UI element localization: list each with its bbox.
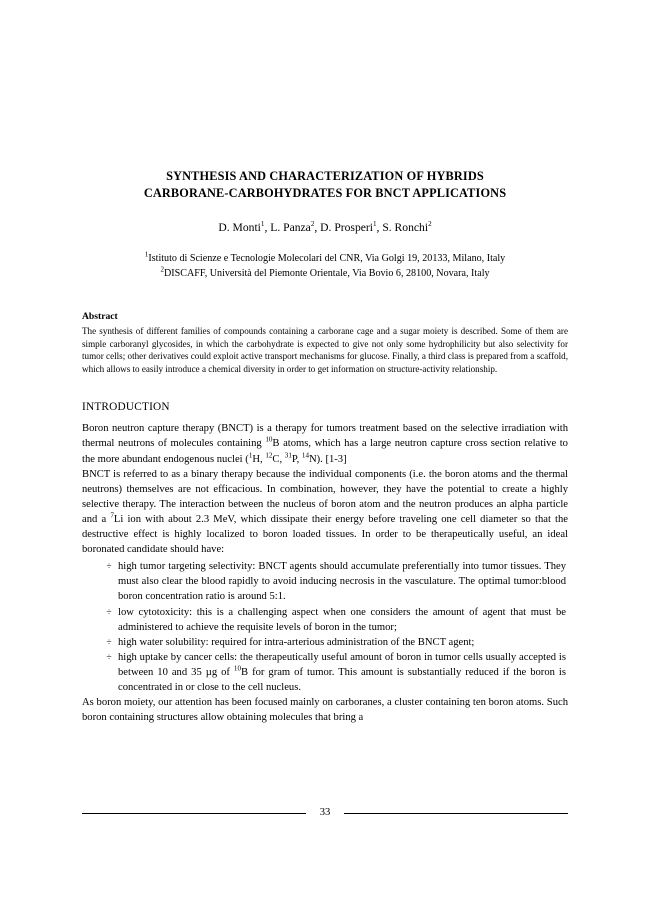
bullet-marker-icon: ÷ (106, 606, 112, 618)
list-item (82, 559, 568, 604)
isotope-12c: 12 (265, 451, 273, 460)
isotope-1h: 1 (248, 451, 253, 460)
paragraph-1-part-b: B atoms, which has a large neutron capture cross section relative to the more abundant endogenous nuclei ( (82, 438, 568, 465)
affiliation-1-marker: 1 (144, 250, 149, 259)
bullet-marker-icon: ÷ (106, 636, 112, 648)
isotope-10b: 10 (233, 664, 242, 673)
list-item-text (118, 650, 568, 695)
page-number: 33 (319, 807, 331, 818)
isotope-14n: 14 (301, 451, 309, 460)
list-item-text: low cytotoxicity: this is a challenging aspect when one considers the amount of agent that must be administered to achieve the requisite levels of boron in the tumor; (118, 606, 566, 633)
paragraph-1 (82, 421, 568, 466)
author-4: , S. Ronchi (376, 221, 429, 234)
affiliation-2 (82, 267, 568, 282)
paragraph-2 (82, 467, 568, 558)
abstract-heading: Abstract (82, 311, 118, 322)
paragraph-1-part-c: H, (252, 453, 266, 465)
list-item-text: high tumor targeting selectivity: BNCT agents should accumulate preferentially into tumor tissues. They must also clear the blood rapidly to avoid inducing necrosis in the vasculature. The optimal tumor:blood boron concentration ratio is around 5:1. (118, 561, 566, 603)
paragraph-1-part-d: C, (272, 453, 285, 465)
affiliation-1-text: Istituto di Scienze e Tecnologie Molecolari del CNR, Via Golgi 19, 20133, Milano, Italy (148, 253, 506, 264)
page-title (82, 168, 568, 202)
author-4-affil-marker: 2 (428, 220, 432, 229)
author-2-affil-marker: 2 (310, 220, 315, 229)
list-item (82, 650, 568, 695)
paragraph-3: As boron moiety, our attention has been focused mainly on carboranes, a cluster containing ten boron atoms. Such boron containing structures allow obtaining molecules that bring a (82, 697, 568, 724)
requirements-list (82, 559, 568, 695)
abstract-text: The synthesis of different families of compounds containing a carborane cage and a sugar moiety is described. Some of them are simple carboranyl glycosides, in which the carbohydrate is expected to give not only some hydrophilicity but also selectivity for tumor cells; other derivatives could exploit active transport mechanisms for glucose. Finally, a third class is prepared from a scaffold, which allows to easily introduce a chemical diversity in order to get information on structure-activity relationship. (82, 326, 568, 374)
title-line-2: CARBORANE-CARBOHYDRATES FOR BNCT APPLICATIONS (143, 186, 507, 200)
list-item (82, 635, 568, 650)
isotope-10b: 10 (265, 435, 273, 444)
footer-rule-right (344, 813, 568, 814)
author-3-affil-marker: 1 (372, 220, 377, 229)
author-list (82, 221, 568, 234)
list-item-4-text: high uptake by cancer cells: the therapeutically useful amount of boron in tumor cells usually accepted is between 10 and 35 µg of $^{10}$B for gram of tumor. This amount is substantially reduced if the boron is concentrated in or close to the cell nucleus. (118, 651, 566, 693)
list-item-text: high water solubility: required for intra-arterious administration of the BNCT agent; (118, 636, 475, 648)
affiliation-2-text: DISCAFF, Università del Piemonte Orientale, Via Bovio 6, 28100, Novara, Italy (163, 267, 490, 279)
isotope-7li: 7 (110, 511, 114, 520)
bullet-marker-icon: ÷ (106, 651, 112, 663)
affiliation-2-marker: 2 (160, 265, 164, 274)
footer-rule-left (82, 813, 306, 814)
isotope-31p: 31 (284, 451, 292, 460)
title-line-1: SYNTHESIS AND CHARACTERIZATION OF HYBRIDS (166, 169, 484, 183)
bullet-marker-icon: ÷ (106, 561, 112, 573)
page-footer (82, 808, 568, 819)
author-1-affil-marker: 1 (260, 220, 265, 229)
paragraph-1-part-e: P, (291, 453, 302, 465)
paragraph-1-part-f: N). [1-3] (308, 453, 347, 465)
author-3: , D. Prosperi (314, 221, 373, 234)
list-item (82, 605, 568, 635)
section-heading-introduction: INTRODUCTION (82, 401, 170, 414)
author-2: , L. Panza (264, 221, 311, 234)
paragraph-2-part-a: BNCT is referred to as a binary therapy because the individual components (i.e. the boron atoms and the thermal neutrons) themselves are not efficacious. In combination, however, they have the potential to create a highly selective therapy. The interaction between the nucleus of boron atom and the neutron produces an alpha particle and a (82, 468, 568, 525)
paragraph-1-part-a: Boron neutron capture therapy (BNCT) is a therapy for tumors treatment based on the selective irradiation with thermal neutrons of molecules containing (82, 423, 568, 450)
author-1: D. Monti (218, 221, 261, 234)
affiliations (82, 252, 568, 281)
paper-content (82, 168, 568, 725)
affiliation-1 (82, 252, 568, 267)
paragraph-2-part-b: Li ion with about 2.3 MeV, which dissipate their energy before traveling one cell diameter so that the destructive effect is highly localized to boron loaded tissues. In order to be therapeutically useful, an ideal boronated candidate should have: (82, 513, 568, 556)
